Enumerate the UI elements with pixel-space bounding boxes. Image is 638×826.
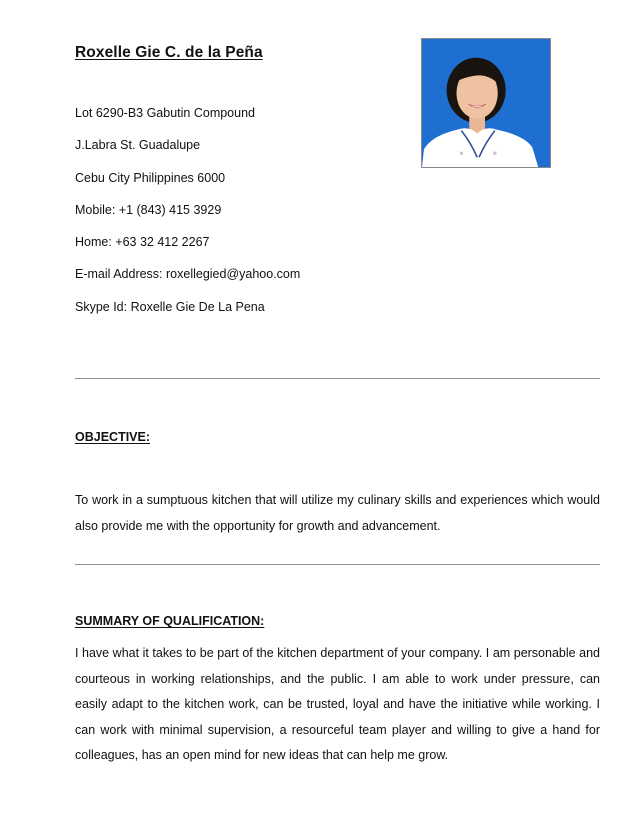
skype-id: Skype Id: Roxelle Gie De La Pena bbox=[75, 300, 265, 314]
address-line-1: Lot 6290-B3 Gabutin Compound bbox=[75, 106, 255, 120]
resume-name: Roxelle Gie C. de la Peña bbox=[75, 44, 263, 61]
home-number: Home: +63 32 412 2267 bbox=[75, 235, 210, 249]
mobile-number: Mobile: +1 (843) 415 3929 bbox=[75, 203, 222, 217]
summary-text: I have what it takes to be part of the kitchen department of your company. I am personable and courteous in working relationships, and the public. I am able to work under pressure, can easily adapt to the kitchen work, can be trusted, loyal and have the initiative while working. I can work with minimal supervision, a resourceful team player and willing to give a hand for colleagues, has an open mind for new ideas that can help me grow. bbox=[75, 646, 600, 763]
summary-heading: SUMMARY OF QUALIFICATION: bbox=[75, 614, 265, 628]
profile-photo bbox=[421, 38, 551, 168]
address-line-3: Cebu City Philippines 6000 bbox=[75, 171, 226, 185]
email-address: E-mail Address: roxellegied@yahoo.com bbox=[75, 267, 301, 281]
divider bbox=[75, 564, 600, 565]
objective-heading: OBJECTIVE: bbox=[75, 430, 151, 444]
objective-text: To work in a sumptuous kitchen that will utilize my culinary skills and experiences which would also provide me with the opportunity for growth and advancement. bbox=[75, 493, 600, 533]
divider bbox=[75, 378, 600, 379]
address-line-2: J.Labra St. Guadalupe bbox=[75, 138, 201, 152]
